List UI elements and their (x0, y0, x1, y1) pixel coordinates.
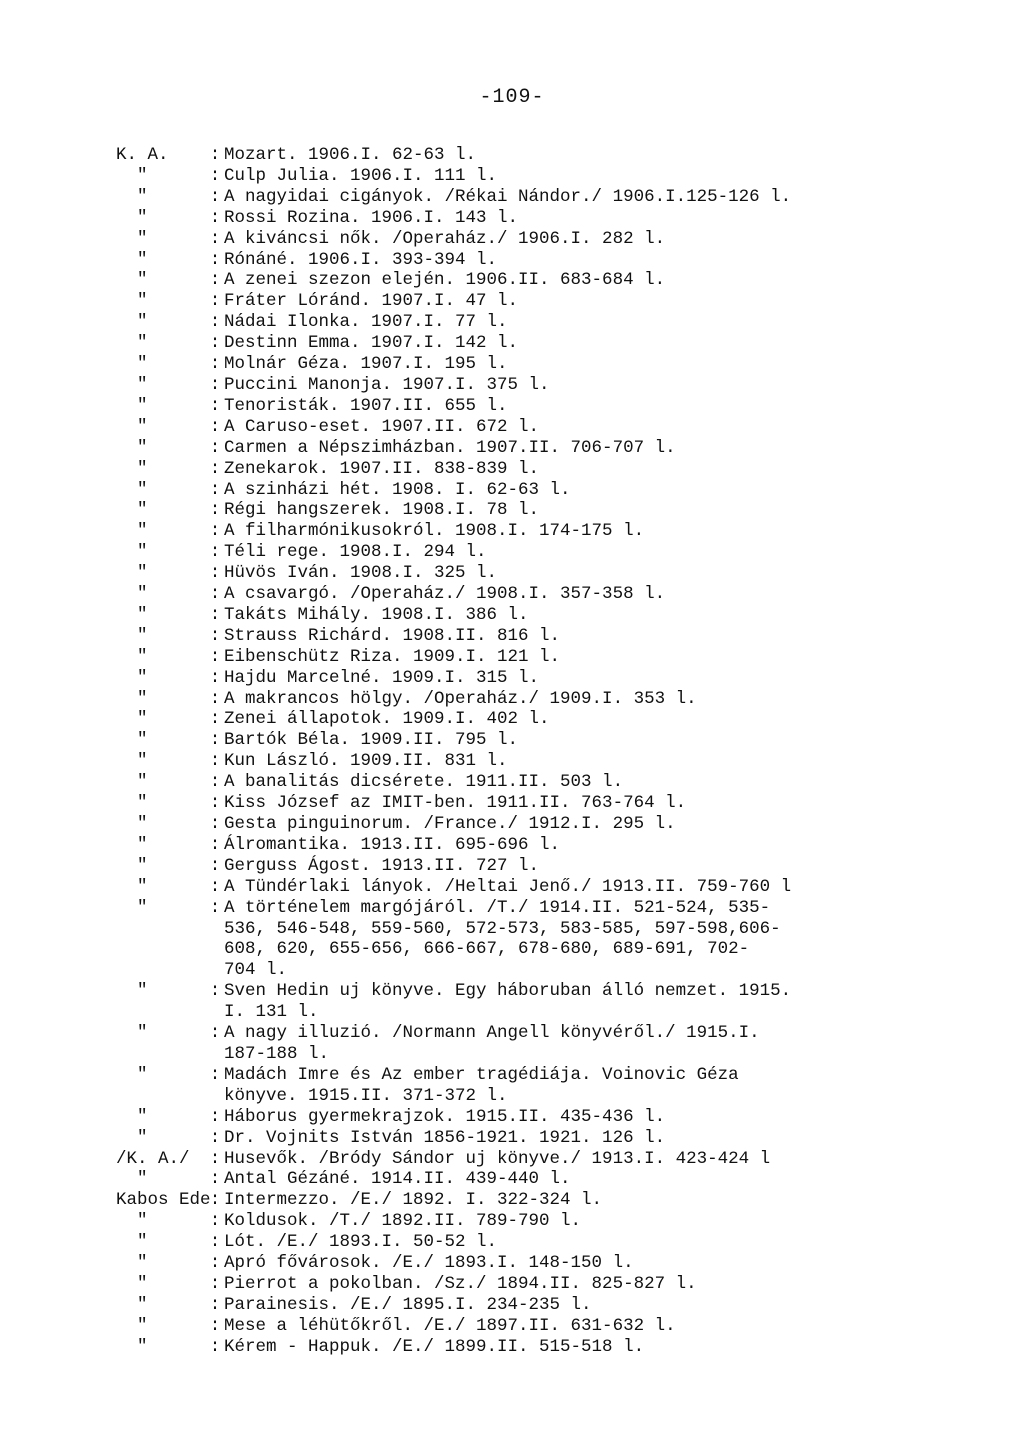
entry-separator: : (209, 312, 221, 333)
entry-separator: : (209, 249, 221, 270)
bibliography-entry (116, 1274, 1016, 1295)
entry-text: Molnár Géza. 1907.I. 195 l. (224, 354, 508, 375)
entry-text: Husevők. /Bródy Sándor uj könyve./ 1913.I. 423-424 l (224, 1148, 771, 1169)
entry-text: A nagyidai cigányok. /Rékai Nándor./ 1906.I.125-126 l. (224, 186, 792, 207)
entry-author: K. A. (116, 145, 169, 165)
entry-text: Gerguss Ágost. 1913.II. 727 l. (224, 855, 540, 876)
bibliography-entry (116, 1190, 1016, 1211)
bibliography-entry (116, 1316, 1016, 1337)
entry-separator: : (209, 584, 221, 605)
entry-separator: : (209, 1169, 221, 1190)
entry-text: Destinn Emma. 1907.I. 142 l. (224, 333, 519, 354)
entry-text: A Tündérlaki lányok. /Heltai Jenő./ 1913.II. 759-760 l (224, 876, 792, 897)
bibliography-entry (116, 1149, 1016, 1170)
entry-text: Takáts Mihály. 1908.I. 386 l. (224, 604, 529, 625)
entry-text: A zenei szezon elején. 1906.II. 683-684 l. (224, 270, 666, 291)
entry-separator: : (209, 165, 221, 186)
entry-separator: : (209, 207, 221, 228)
entry-author: " (116, 1294, 148, 1315)
bibliography-list (116, 145, 1016, 1358)
bibliography-entry (116, 1232, 1016, 1253)
entry-separator: : (209, 730, 221, 751)
entry-author: " (116, 1336, 148, 1357)
entry-separator: : (209, 667, 221, 688)
bibliography-entry (116, 1169, 1016, 1190)
entry-separator: : (209, 416, 221, 437)
bibliography-entry (116, 877, 1016, 898)
entry-text: Fráter Lóránd. 1907.I. 47 l. (224, 291, 519, 312)
entry-author: " (116, 437, 148, 458)
entry-separator: : (209, 709, 221, 730)
entry-author: " (116, 772, 148, 793)
entry-author: " (116, 395, 148, 416)
entry-separator: : (209, 186, 221, 207)
entry-separator: : (209, 897, 221, 918)
entry-author: " (116, 1253, 148, 1274)
entry-author: " (116, 542, 148, 563)
entry-separator: : (209, 542, 221, 563)
entry-text: Puccini Manonja. 1907.I. 375 l. (224, 374, 550, 395)
bibliography-entry (116, 772, 1016, 793)
entry-text: Mozart. 1906.I. 62-63 l. (224, 145, 477, 165)
entry-text: Bartók Béla. 1909.II. 795 l. (224, 730, 519, 751)
entry-text: A szinházi hét. 1908. I. 62-63 l. (224, 479, 571, 500)
entry-author: " (116, 793, 148, 814)
bibliography-entry (116, 1295, 1016, 1316)
bibliography-entry (116, 814, 1016, 835)
entry-author: " (116, 667, 148, 688)
entry-separator: : (209, 1106, 221, 1127)
entry-author: " (116, 604, 148, 625)
entry-separator: : (209, 1232, 221, 1253)
entry-author: " (116, 1127, 148, 1148)
entry-separator: : (209, 145, 221, 165)
bibliography-entry (116, 291, 1016, 312)
entry-separator: : (209, 1211, 221, 1232)
entry-author: " (116, 270, 148, 291)
entry-author: " (116, 981, 148, 1002)
bibliography-entry (116, 270, 1016, 291)
entry-text: A csavargó. /Operaház./ 1908.I. 357-358 l. (224, 584, 666, 605)
bibliography-entry (116, 229, 1016, 250)
entry-author: " (116, 1023, 148, 1044)
entry-separator: : (209, 228, 221, 249)
bibliography-entry (116, 793, 1016, 814)
entry-text: A makrancos hölgy. /Operaház./ 1909.I. 353 l. (224, 688, 697, 709)
bibliography-entry (116, 689, 1016, 710)
bibliography-entry (116, 1065, 1016, 1107)
entry-text: Téli rege. 1908.I. 294 l. (224, 542, 487, 563)
bibliography-entry (116, 1107, 1016, 1128)
entry-text: Culp Julia. 1906.I. 111 l. (224, 165, 498, 186)
entry-separator: : (209, 1336, 221, 1357)
bibliography-entry (116, 563, 1016, 584)
entry-text: Zenekarok. 1907.II. 838-839 l. (224, 458, 540, 479)
bibliography-entry (116, 438, 1016, 459)
entry-author: Kabos Ede (116, 1190, 211, 1211)
entry-text: Zenei állapotok. 1909.I. 402 l. (224, 709, 550, 730)
entry-separator: : (209, 500, 221, 521)
bibliography-entry (116, 605, 1016, 626)
entry-separator: : (209, 1253, 221, 1274)
entry-text: Mese a léhütőkről. /E./ 1897.II. 631-632 l. (224, 1315, 676, 1336)
bibliography-entry (116, 981, 1016, 1023)
entry-text: Parainesis. /E./ 1895.I. 234-235 l. (224, 1294, 592, 1315)
entry-separator: : (209, 1064, 221, 1085)
entry-author: " (116, 688, 148, 709)
entry-separator: : (209, 395, 221, 416)
entry-separator: : (209, 1190, 221, 1211)
bibliography-entry (116, 709, 1016, 730)
entry-separator: : (209, 479, 221, 500)
entry-text: Kun László. 1909.II. 831 l. (224, 751, 508, 772)
entry-author: " (116, 479, 148, 500)
entry-author: " (116, 228, 148, 249)
entry-separator: : (209, 834, 221, 855)
entry-author: " (116, 563, 148, 584)
entry-separator: : (209, 291, 221, 312)
entry-text: Rónáné. 1906.I. 393-394 l. (224, 249, 498, 270)
entry-text: Álromantika. 1913.II. 695-696 l. (224, 834, 561, 855)
entry-author: " (116, 374, 148, 395)
entry-separator: : (209, 1294, 221, 1315)
entry-author: " (116, 312, 148, 333)
entry-separator: : (209, 772, 221, 793)
bibliography-entry (116, 835, 1016, 856)
entry-author: " (116, 876, 148, 897)
entry-text: Sven Hedin uj könyve. Egy háboruban álló nemzet. 1915. I. 131 l. (224, 981, 792, 1023)
entry-author: " (116, 855, 148, 876)
entry-text: A filharmónikusokról. 1908.I. 174-175 l. (224, 521, 645, 542)
entry-separator: : (209, 751, 221, 772)
bibliography-entry (116, 145, 1016, 166)
bibliography-entry (116, 354, 1016, 375)
entry-separator: : (209, 688, 221, 709)
bibliography-entry (116, 856, 1016, 877)
entry-text: Pierrot a pokolban. /Sz./ 1894.II. 825-827 l. (224, 1273, 697, 1294)
entry-author: /K. A./ (116, 1148, 190, 1169)
entry-separator: : (209, 333, 221, 354)
entry-author: " (116, 1169, 148, 1190)
entry-separator: : (209, 855, 221, 876)
bibliography-entry (116, 1337, 1016, 1358)
entry-text: A nagy illuzió. /Normann Angell könyvéről./ 1915.I. 187-188 l. (224, 1023, 760, 1064)
entry-separator: : (209, 1148, 221, 1169)
entry-text: Kérem - Happuk. /E./ 1899.II. 515-518 l. (224, 1336, 645, 1357)
entry-author: " (116, 416, 148, 437)
entry-text: Nádai Ilonka. 1907.I. 77 l. (224, 312, 508, 333)
entry-separator: : (209, 374, 221, 395)
bibliography-entry (116, 417, 1016, 438)
entry-separator: : (209, 604, 221, 625)
entry-author: " (116, 249, 148, 270)
entry-separator: : (209, 1273, 221, 1294)
bibliography-entry (116, 459, 1016, 480)
entry-author: " (116, 1064, 148, 1085)
bibliography-entry (116, 898, 1016, 982)
entry-separator: : (209, 1127, 221, 1148)
entry-text: Koldusok. /T./ 1892.II. 789-790 l. (224, 1211, 582, 1232)
bibliography-entry (116, 668, 1016, 689)
bibliography-entry (116, 187, 1016, 208)
entry-separator: : (209, 814, 221, 834)
entry-author: " (116, 291, 148, 312)
page-number: -109- (479, 86, 545, 109)
entry-author: " (116, 1232, 148, 1253)
bibliography-entry (116, 584, 1016, 605)
entry-author: " (116, 814, 148, 834)
entry-separator: : (209, 270, 221, 291)
bibliography-entry (116, 751, 1016, 772)
entry-text: A történelem margójáról. /T./ 1914.II. 521-524, 535- 536, 546-548, 559-560, 572-573, 583-585, 597-598,606- 608, 620, 655-656, 666-667, 678-680, 689-691, 702- 704 l. (224, 897, 781, 981)
entry-separator: : (209, 521, 221, 542)
bibliography-entry (116, 1211, 1016, 1232)
entry-separator: : (209, 876, 221, 897)
bibliography-entry (116, 312, 1016, 333)
bibliography-entry (116, 1128, 1016, 1149)
entry-author: " (116, 333, 148, 354)
entry-author: " (116, 1211, 148, 1232)
entry-author: " (116, 730, 148, 751)
bibliography-entry (116, 480, 1016, 501)
entry-text: Intermezzo. /E./ 1892. I. 322-324 l. (224, 1190, 603, 1211)
entry-text: A kiváncsi nők. /Operaház./ 1906.I. 282 l. (224, 228, 666, 249)
entry-separator: : (209, 1023, 221, 1044)
bibliography-entry (116, 521, 1016, 542)
entry-author: " (116, 625, 148, 646)
entry-author: " (116, 897, 148, 918)
entry-author: " (116, 500, 148, 521)
bibliography-entry (116, 500, 1016, 521)
bibliography-entry (116, 166, 1016, 187)
bibliography-entry (116, 208, 1016, 229)
entry-text: Madách Imre és Az ember tragédiája. Voinovic Géza könyve. 1915.II. 371-372 l. (224, 1064, 739, 1106)
entry-separator: : (209, 981, 221, 1002)
bibliography-entry (116, 396, 1016, 417)
bibliography-entry (116, 647, 1016, 668)
entry-text: Háborus gyermekrajzok. 1915.II. 435-436 l. (224, 1106, 666, 1127)
entry-text: Régi hangszerek. 1908.I. 78 l. (224, 500, 540, 521)
entry-text: Strauss Richárd. 1908.II. 816 l. (224, 625, 561, 646)
entry-text: A banalitás dicsérete. 1911.II. 503 l. (224, 772, 624, 793)
entry-author: " (116, 834, 148, 855)
entry-text: A Caruso-eset. 1907.II. 672 l. (224, 416, 540, 437)
entry-author: " (116, 458, 148, 479)
entry-text: Lót. /E./ 1893.I. 50-52 l. (224, 1232, 498, 1253)
entry-text: Hüvös Iván. 1908.I. 325 l. (224, 563, 498, 584)
entry-separator: : (209, 437, 221, 458)
entry-author: " (116, 1315, 148, 1336)
entry-separator: : (209, 458, 221, 479)
bibliography-entry (116, 626, 1016, 647)
entry-author: " (116, 1106, 148, 1127)
entry-separator: : (209, 563, 221, 584)
bibliography-entry (116, 1023, 1016, 1065)
bibliography-entry (116, 250, 1016, 271)
entry-author: " (116, 1273, 148, 1294)
entry-author: " (116, 584, 148, 605)
entry-author: " (116, 186, 148, 207)
entry-text: Antal Gézáné. 1914.II. 439-440 l. (224, 1169, 571, 1190)
entry-text: Dr. Vojnits István 1856-1921. 1921. 126 l. (224, 1127, 666, 1148)
bibliography-entry (116, 375, 1016, 396)
entry-text: Apró fővárosok. /E./ 1893.I. 148-150 l. (224, 1253, 634, 1274)
entry-author: " (116, 751, 148, 772)
entry-separator: : (209, 625, 221, 646)
bibliography-entry (116, 333, 1016, 354)
entry-text: Rossi Rozina. 1906.I. 143 l. (224, 207, 519, 228)
bibliography-entry (116, 542, 1016, 563)
bibliography-entry (116, 1253, 1016, 1274)
entry-separator: : (209, 793, 221, 814)
entry-author: " (116, 521, 148, 542)
entry-separator: : (209, 1315, 221, 1336)
entry-separator: : (209, 354, 221, 375)
entry-text: Eibenschütz Riza. 1909.I. 121 l. (224, 646, 561, 667)
entry-author: " (116, 165, 148, 186)
entry-text: Hajdu Marcelné. 1909.I. 315 l. (224, 667, 540, 688)
entry-text: Gesta pinguinorum. /France./ 1912.I. 295 l. (224, 814, 676, 834)
entry-author: " (116, 709, 148, 730)
entry-author: " (116, 646, 148, 667)
entry-text: Kiss József az IMIT-ben. 1911.II. 763-764 l. (224, 793, 687, 814)
entry-author: " (116, 354, 148, 375)
entry-author: " (116, 207, 148, 228)
entry-separator: : (209, 646, 221, 667)
entry-text: Carmen a Népszimházban. 1907.II. 706-707 l. (224, 437, 676, 458)
entry-text: Tenoristák. 1907.II. 655 l. (224, 395, 508, 416)
bibliography-entry (116, 730, 1016, 751)
